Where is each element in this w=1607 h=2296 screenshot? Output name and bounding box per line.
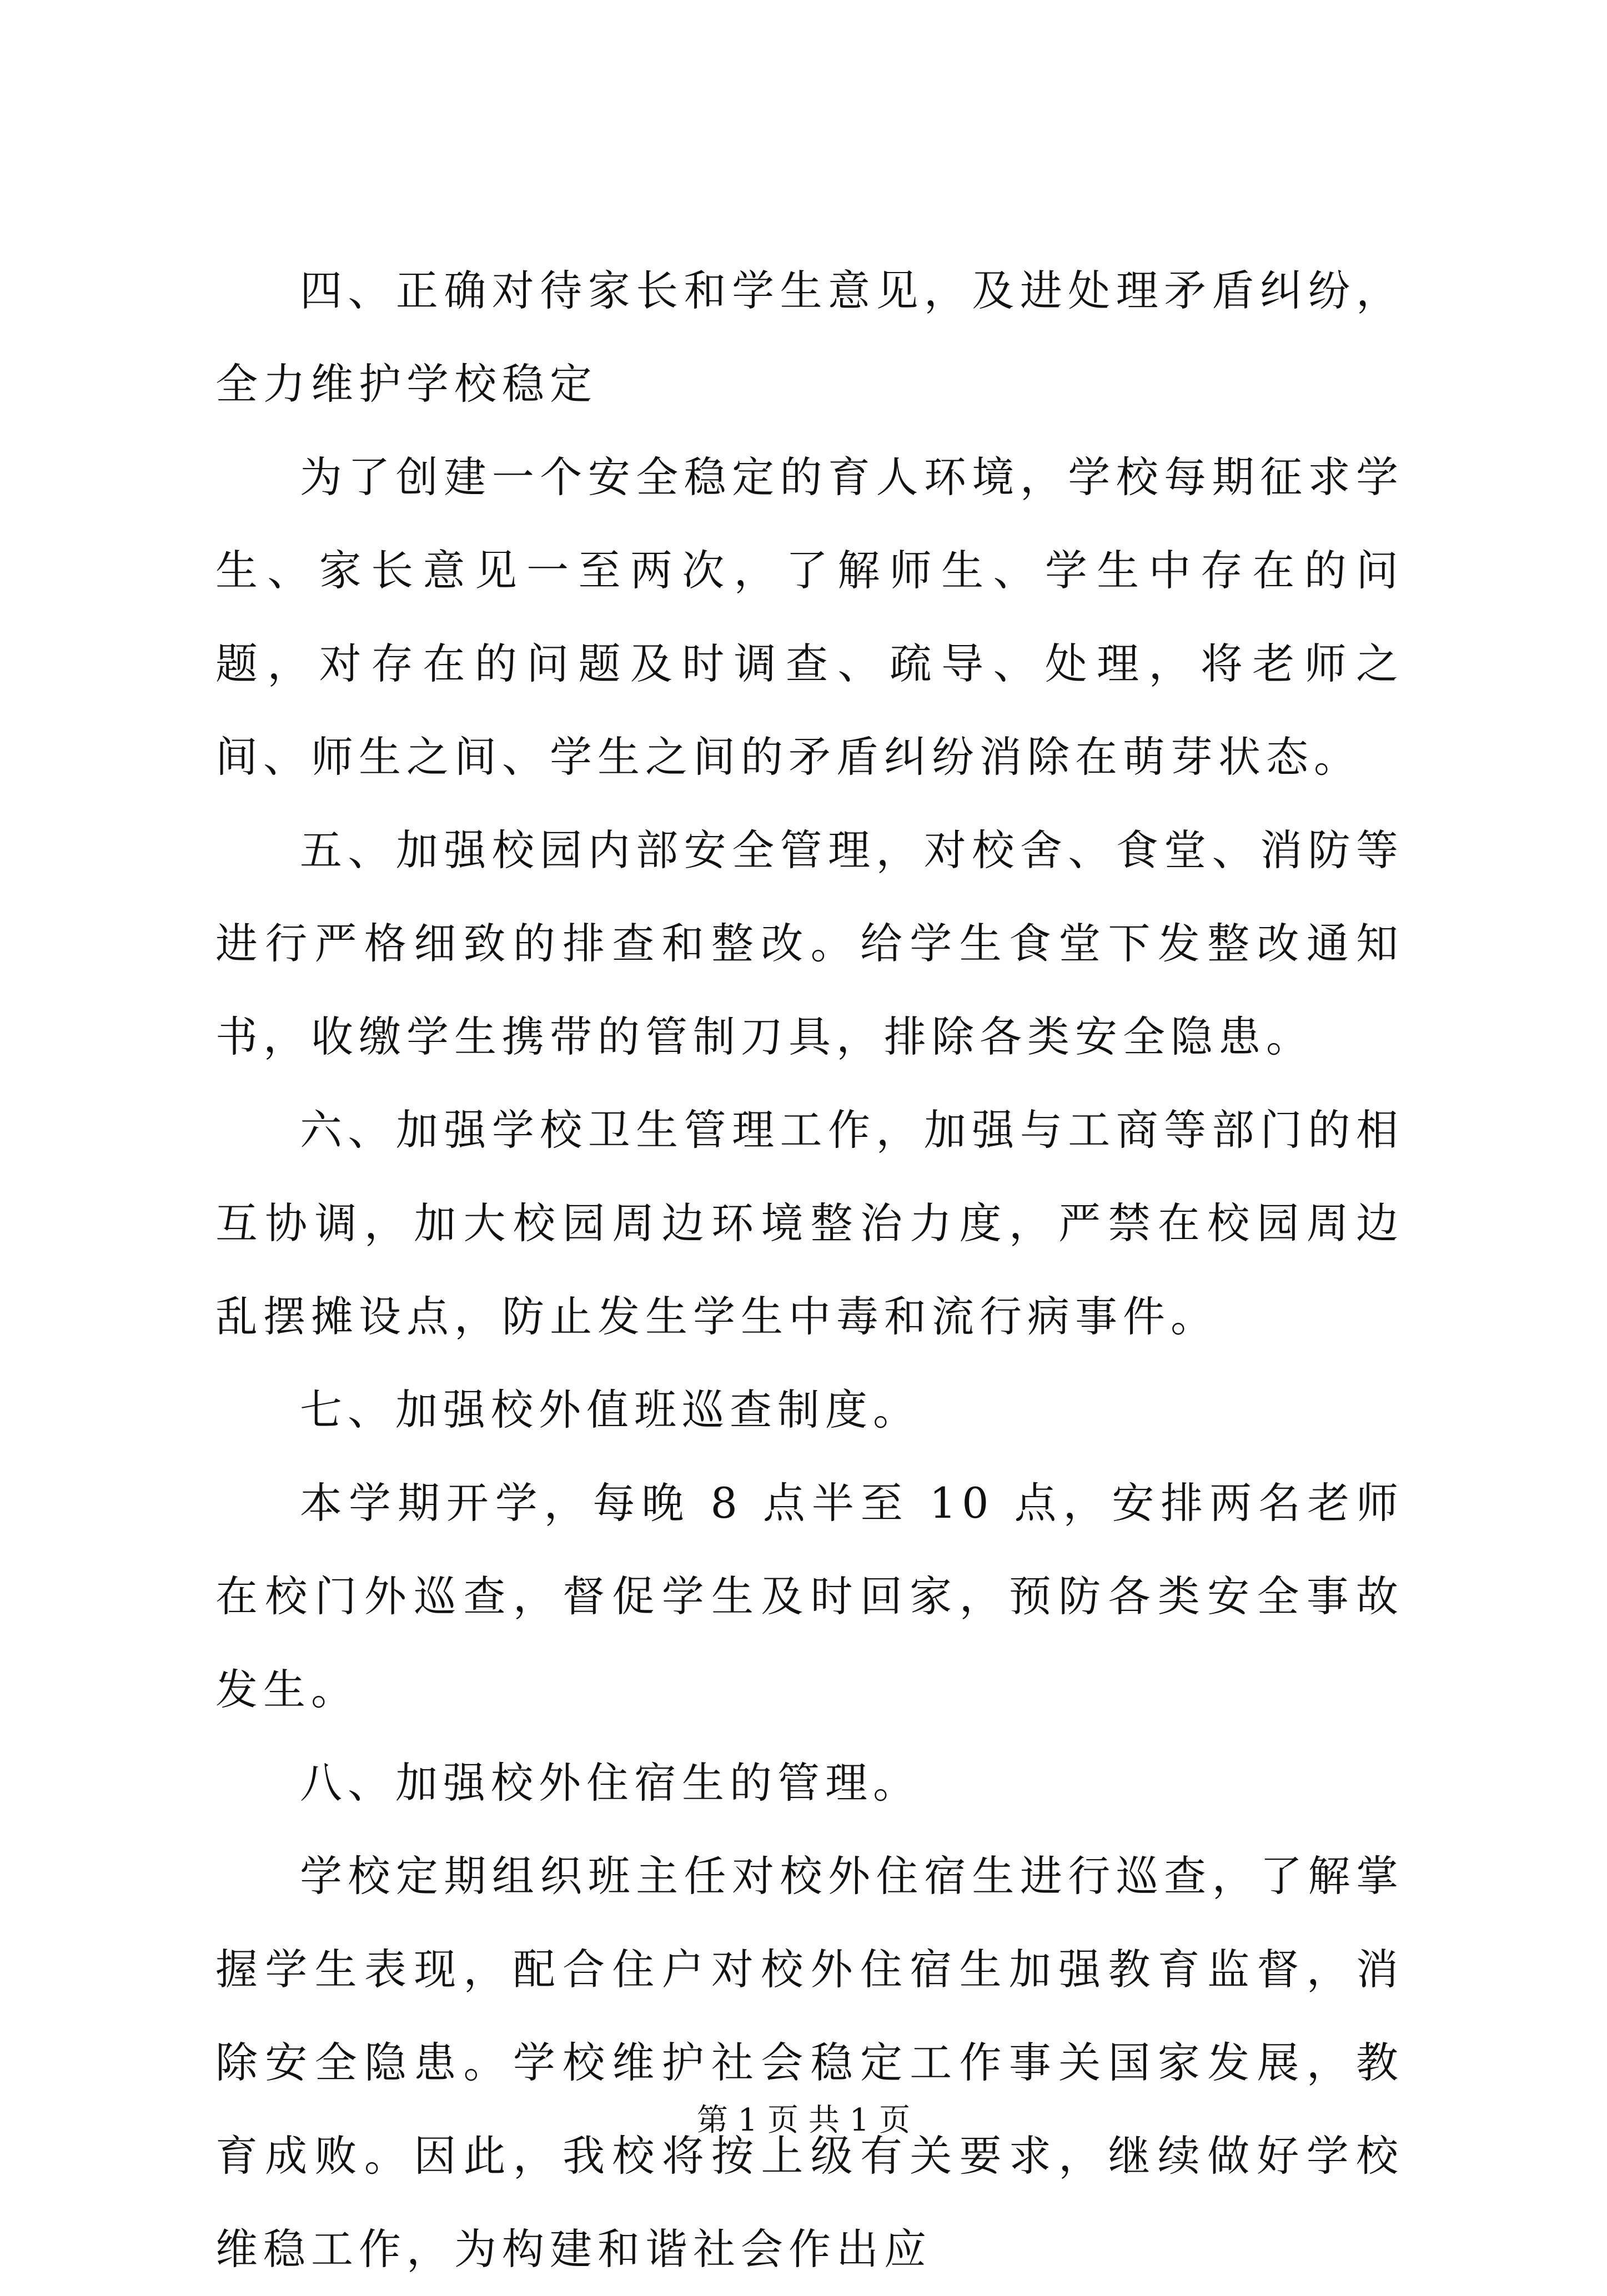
- page-number-footer: 第 1 页 共 1 页: [696, 2102, 911, 2138]
- section-heading-5: 五、加强校园内部安全管理，对校舍、食堂、消防等进行严格细致的排查和整改。给学生食堂下发整改通知书，收缴学生携带的管制刀具，排除各类安全隐患。: [215, 825, 1404, 1061]
- body-paragraph: 学校定期组织班主任对校外住宿生进行巡查，了解掌握学生表现，配合住户对校外住宿生加强教育监督，消除安全隐患。学校维护社会稳定工作事关国家发展，教育成败。因此，我校将按上级有关要求，继续做好学校维稳工作，为构建和谐社会作出应: [215, 1851, 1404, 2274]
- section-heading-4: 四、正确对待家长和学生意见，及进处理矛盾纠纷，全力维护学校稳定: [215, 266, 1404, 409]
- section-heading-7: 七、加强校外值班巡查制度。: [300, 1385, 921, 1434]
- section-heading-8: 八、加强校外住宿生的管理。: [300, 1758, 921, 1807]
- section-heading-6: 六、加强学校卫生管理工作，加强与工商等部门的相互协调，加大校园周边环境整治力度，严禁在校园周边乱摆摊设点，防止发生学生中毒和流行病事件。: [215, 1105, 1404, 1341]
- body-paragraph: 为了创建一个安全稳定的育人环境，学校每期征求学生、家长意见一至两次，了解师生、学生中存在的问题，对存在的问题及时调查、疏导、处理，将老师之间、师生之间、学生之间的矛盾纠纷消除在萌芽状态。: [215, 452, 1404, 782]
- document-body: [215, 244, 1404, 2296]
- body-paragraph: 本学期开学，每晚 8 点半至 10 点，安排两名老师在校门外巡查，督促学生及时回家，预防各类安全事故发生。: [215, 1478, 1404, 1714]
